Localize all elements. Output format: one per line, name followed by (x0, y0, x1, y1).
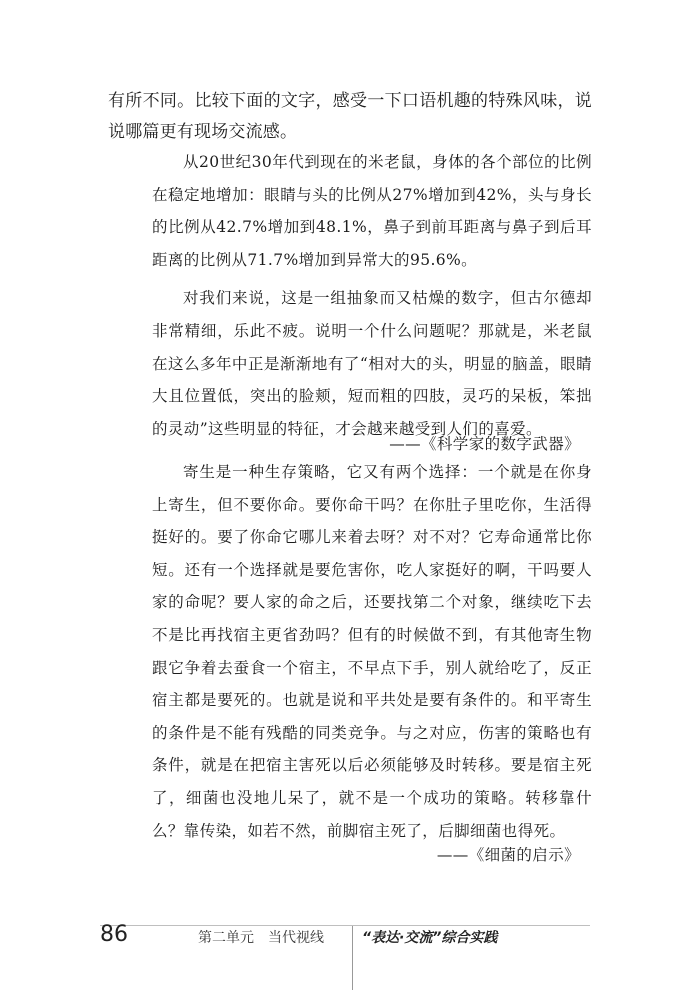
unit-title: 第二单元 当代视线 (198, 930, 324, 946)
footer-divider (352, 926, 353, 990)
quote-paragraph: 对我们来说，这是一组抽象而又枯燥的数字，但古尔德却非常精细，乐此不疲。说明一个什么问题呢？那就是，米老鼠在这么多年中正是渐渐地有了“相对大的头，明显的脑盖，眼睛大且位置低，突出的脸颊，短而粗的四肢，灵巧的呆板，笨拙的灵动”这些明显的特征，才会越来越受到人们的喜爱。 (152, 289, 592, 438)
quote-paragraph: 寄生是一种生存策略，它又有两个选择：一个就是在你身上寄生，但不要你命。要你命干吗？在你肚子里吃你，生活得挺好的。要了你命它哪儿来着去呀？对不对？它寿命通常比你短。还有一个选择就是要危害你，吃人家挺好的啊，干吗要人家的命呢？要人家的命之后，还要找第二个对象，继续吃下去不是比再找宿主更省劲吗？但有的时候做不到，有其他寄生物跟它争着去蚕食一个宿主，不早点下手，别人就给吃了，反正宿主都是要死的。也就是说和平共处是要有条件的。和平寄生的条件是不能有残酷的同类竞争。与之对应，伤害的策略也有条件，就是在把宿主害死以后必须能够及时转移。要是宿主死了，细菌也没地儿呆了，就不是一个成功的策略。转移靠什么？靠传染，如若不然，前脚宿主死了，后脚细菌也得死。 (152, 463, 592, 840)
quote-paragraph: 从20世纪30年代到现在的米老鼠，身体的各个部位的比例在稳定地增加：眼睛与头的比例从27%增加到42%，头与身长的比例从42.7%增加到48.1%，鼻子到前耳距离与鼻子到后耳距离的比例从71.7%增加到异常大的95.6%。 (152, 153, 592, 269)
page-number: 86 (100, 922, 128, 947)
intro-text: 有所不同。比较下面的文字，感受一下口语机趣的特殊风味，说说哪篇更有现场交流感。 (108, 91, 592, 142)
section-title: “表达·交流”综合实践 (362, 930, 498, 946)
quote-mickey-mouse (152, 146, 592, 445)
quote-source: ——《科学家的数字武器》 (389, 435, 580, 453)
quote-source: ——《细菌的启示》 (436, 846, 580, 864)
footer-rule (100, 925, 590, 926)
quote-bacteria (152, 456, 592, 847)
